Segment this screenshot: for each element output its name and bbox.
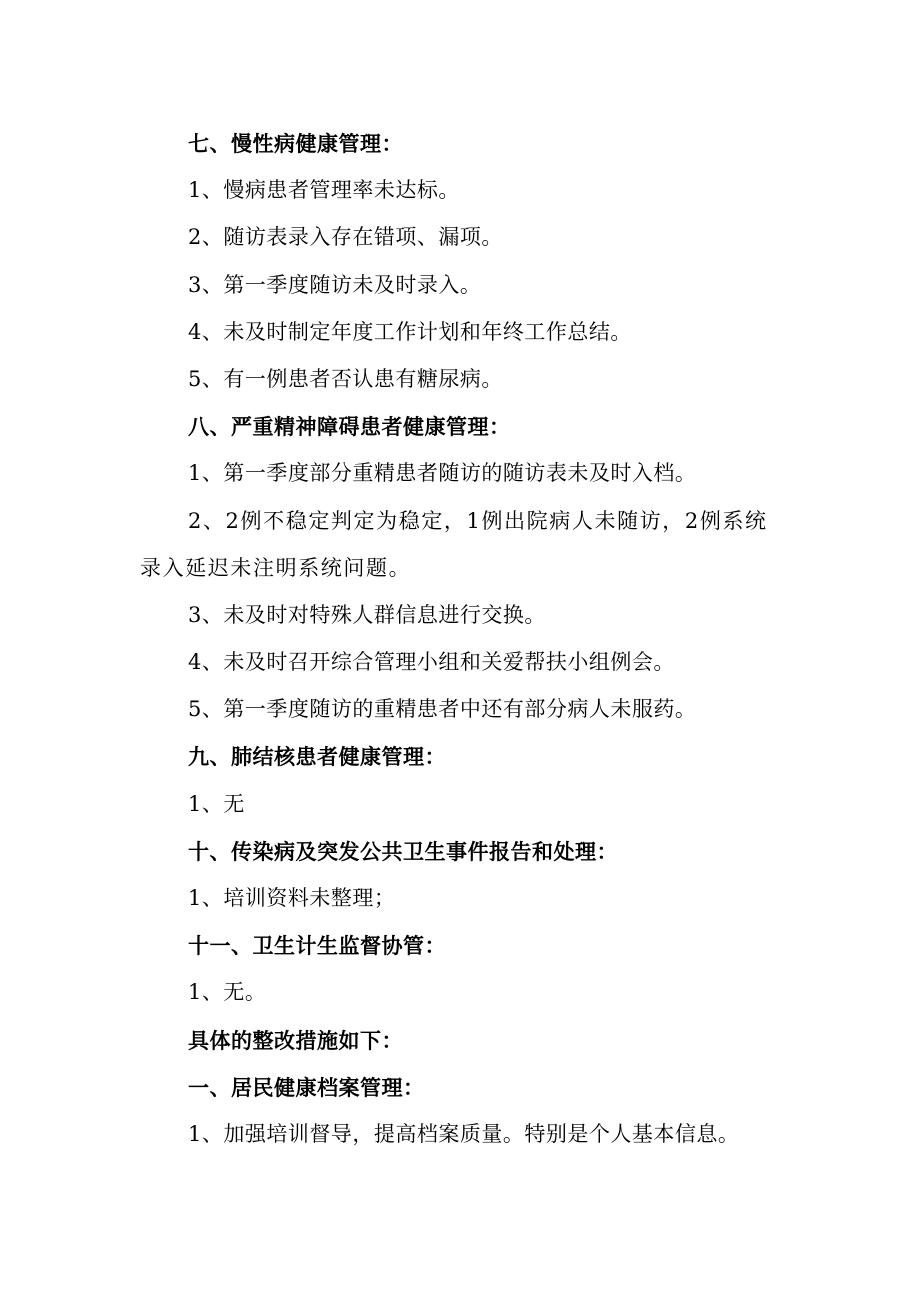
section-heading-infectious-disease: 十、传染病及突发公共卫生事件报告和处理：	[188, 838, 618, 864]
list-item: 4、未及时召开综合管理小组和关爱帮扶小组例会。	[188, 650, 675, 675]
list-item: 1、慢病患者管理率未达标。	[188, 178, 460, 203]
list-item: 1、无	[188, 791, 245, 816]
list-item: 5、第一季度随访的重精患者中还有部分病人未服药。	[188, 697, 697, 722]
list-item: 1、第一季度部分重精患者随访的随访表未及时入档。	[188, 461, 697, 486]
list-item: 1、无。	[188, 980, 267, 1005]
section-heading-health-records: 一、居民健康档案管理：	[188, 1074, 425, 1100]
section-heading-health-supervision: 十一、卫生计生监督协管：	[188, 933, 446, 959]
measures-intro: 具体的整改措施如下：	[188, 1027, 403, 1053]
list-item: 4、未及时制定年度工作计划和年终工作总结。	[188, 319, 632, 344]
list-item: 3、第一季度随访未及时录入。	[188, 272, 482, 297]
document-body	[140, 120, 780, 1158]
list-item: 2、随访表录入存在错项、漏项。	[188, 225, 503, 250]
list-item: 5、有一例患者否认患有糖尿病。	[188, 366, 503, 391]
list-item: 3、未及时对特殊人群信息进行交换。	[188, 602, 546, 627]
list-item: 1、培训资料未整理；	[188, 886, 396, 911]
section-heading-tuberculosis: 九、肺结核患者健康管理：	[188, 744, 446, 770]
list-item-wrapped: 2、2例不稳定判定为稳定，1例出院病人未随访，2例系统录入延迟未注明系统问题。	[140, 508, 768, 580]
section-heading-mental-disorder: 八、严重精神障碍患者健康管理：	[188, 414, 511, 440]
list-item: 1、加强培训督导，提高档案质量。特别是个人基本信息。	[188, 1121, 740, 1146]
section-heading-chronic-disease: 七、慢性病健康管理：	[188, 131, 403, 156]
